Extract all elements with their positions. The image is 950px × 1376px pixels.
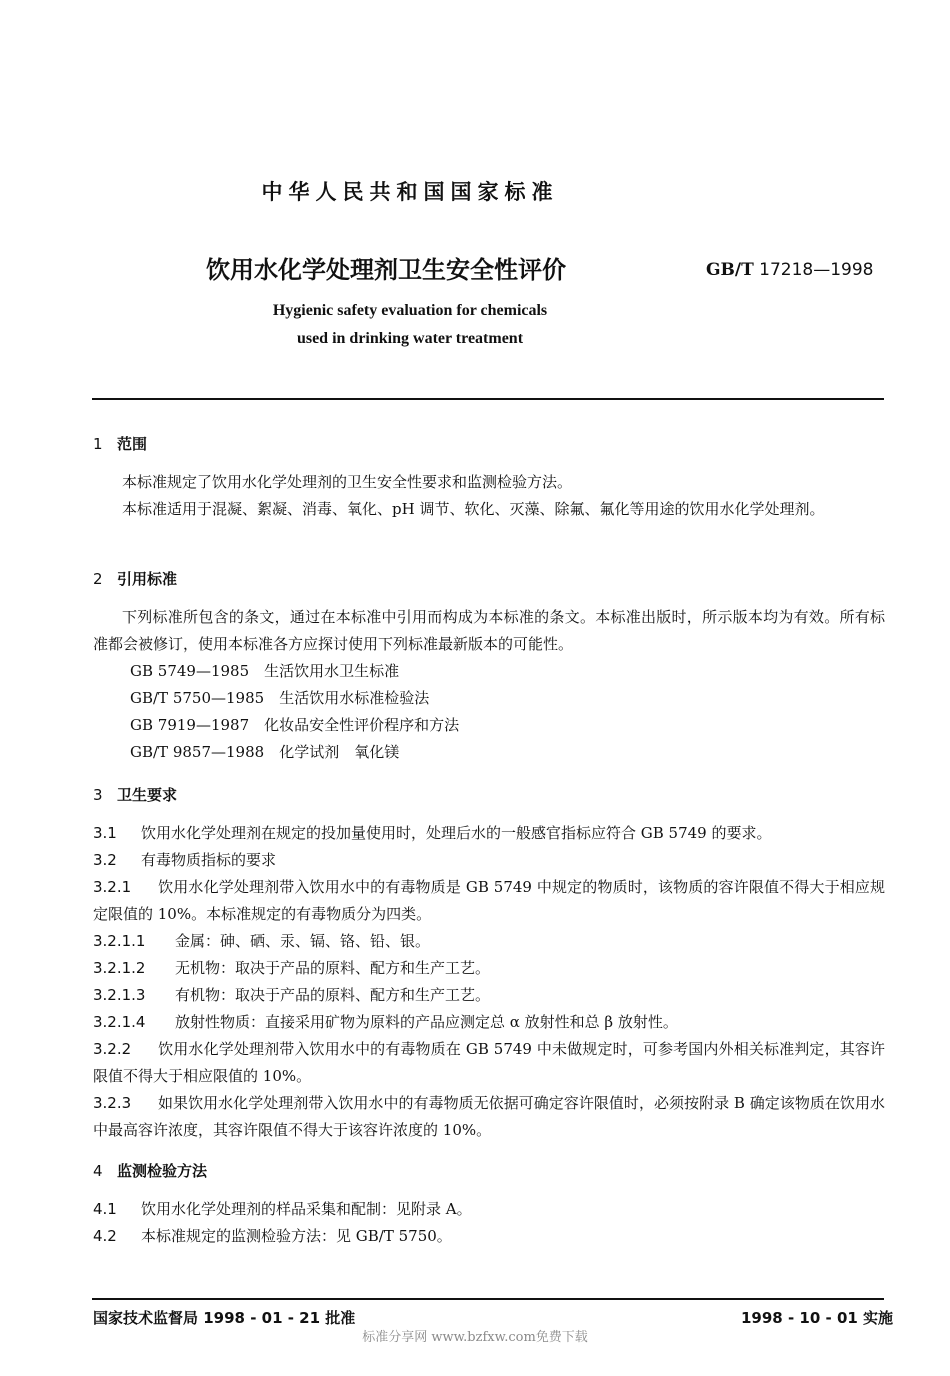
clause-text: 有机物：取决于产品的原料、配方和生产工艺。 bbox=[175, 986, 491, 1004]
reference-code: GB/T 9857—1988 bbox=[130, 743, 265, 761]
watermark: 标准分享网 www.bzfxw.com免费下载 bbox=[362, 1330, 588, 1345]
clause-number: 3.2.1.3 bbox=[93, 986, 146, 1004]
clause-3-2-2 bbox=[93, 1036, 885, 1090]
reference-code: GB 7919—1987 bbox=[130, 716, 250, 734]
clause-text: 如果饮用水化学处理剂带入饮用水中的有毒物质无依据可确定容许限值时，必须按附录 B 确定该物质在饮用水中最高容许浓度，其容许限值不得大于该容许浓度的 10%。 bbox=[93, 1094, 885, 1139]
section-title: 范围 bbox=[117, 435, 148, 453]
clause-3-2-1-3 bbox=[93, 982, 490, 1009]
section-number: 4 bbox=[93, 1162, 103, 1180]
english-title-line2: used in drinking water treatment bbox=[296, 330, 524, 347]
clause-number: 3.2.1.2 bbox=[93, 959, 146, 977]
clause-3-2-1-1 bbox=[93, 928, 430, 955]
clause-number: 3.2.2 bbox=[93, 1040, 132, 1058]
reference-item bbox=[130, 658, 399, 685]
clause-number: 3.2.1 bbox=[93, 878, 132, 896]
section-2-paragraph-1: 下列标准所包含的条文，通过在本标准中引用而构成为本标准的条文。本标准出版时，所示版本均为有效。所有标准都会被修订，使用本标准各方应探讨使用下列标准最新版本的可能性。 bbox=[93, 608, 885, 653]
section-title: 引用标准 bbox=[117, 570, 178, 588]
national-standard-heading: 中华人民共和国国家标准 bbox=[261, 180, 559, 204]
clause-text: 饮用水化学处理剂的样品采集和配制：见附录 A。 bbox=[141, 1200, 472, 1218]
clause-number: 3.2.1.4 bbox=[93, 1013, 146, 1031]
clause-text: 饮用水化学处理剂带入饮用水中的有毒物质是 GB 5749 中规定的物质时，该物质的容许限值不得大于相应规定限值的 10%。本标准规定的有毒物质分为四类。 bbox=[93, 878, 885, 923]
footer-divider bbox=[92, 1298, 884, 1300]
standard-code-prefix: GB/T bbox=[706, 260, 754, 280]
approval-line: 国家技术监督局 1998 - 01 - 21 批准 bbox=[93, 1309, 356, 1327]
clause-number: 4.2 bbox=[93, 1227, 117, 1245]
section-1-heading bbox=[93, 433, 147, 454]
clause-4-1 bbox=[93, 1196, 472, 1223]
clause-number: 3.2 bbox=[93, 851, 117, 869]
clause-text: 金属：砷、硒、汞、镉、铬、铅、银。 bbox=[175, 932, 431, 950]
section-number: 1 bbox=[93, 435, 103, 453]
section-number: 2 bbox=[93, 570, 103, 588]
clause-3-2-1-4 bbox=[93, 1009, 678, 1036]
reference-code: GB/T 5750—1985 bbox=[130, 689, 265, 707]
clause-3-2-1 bbox=[93, 874, 885, 928]
section-2-heading bbox=[93, 568, 177, 589]
section-3-heading bbox=[93, 784, 177, 805]
clause-number: 3.2.1.1 bbox=[93, 932, 146, 950]
clause-number: 3.2.3 bbox=[93, 1094, 132, 1112]
header-divider bbox=[92, 398, 884, 400]
clause-text: 有毒物质指标的要求 bbox=[141, 851, 277, 869]
reference-item bbox=[130, 712, 459, 739]
clause-3-2-1-2 bbox=[93, 955, 490, 982]
section-4-heading bbox=[93, 1160, 207, 1181]
document-title: 饮用水化学处理剂卫生安全性评价 bbox=[206, 256, 566, 284]
clause-3-1 bbox=[93, 820, 772, 847]
section-title: 监测检验方法 bbox=[117, 1162, 208, 1180]
standard-code-number: 17218—1998 bbox=[759, 260, 874, 280]
standard-code bbox=[706, 260, 874, 280]
section-title: 卫生要求 bbox=[117, 786, 178, 804]
clause-3-2-3 bbox=[93, 1090, 885, 1144]
clause-text: 本标准规定的监测检验方法：见 GB/T 5750。 bbox=[141, 1227, 452, 1245]
section-number: 3 bbox=[93, 786, 103, 804]
reference-name: 生活饮用水卫生标准 bbox=[264, 662, 400, 680]
reference-code: GB 5749—1985 bbox=[130, 662, 250, 680]
english-title-line1: Hygienic safety evaluation for chemicals bbox=[272, 302, 548, 319]
clause-text: 饮用水化学处理剂带入饮用水中的有毒物质在 GB 5749 中未做规定时，可参考国内外相关标准判定，其容许限值不得大于相应限值的 10%。 bbox=[93, 1040, 885, 1085]
section-1-paragraph-2: 本标准适用于混凝、絮凝、消毒、氧化、pH 调节、软化、灭藻、除氟、氟化等用途的饮用水化学处理剂。 bbox=[122, 500, 825, 518]
clause-text: 无机物：取决于产品的原料、配方和生产工艺。 bbox=[175, 959, 491, 977]
clause-3-2 bbox=[93, 847, 276, 874]
clause-4-2 bbox=[93, 1223, 452, 1250]
reference-name: 生活饮用水标准检验法 bbox=[279, 689, 430, 707]
clause-number: 3.1 bbox=[93, 824, 117, 842]
implementation-date: 1998 - 10 - 01 实施 bbox=[741, 1309, 894, 1327]
reference-item bbox=[130, 739, 399, 766]
reference-item bbox=[130, 685, 429, 712]
section-1-paragraph-1: 本标准规定了饮用水化学处理剂的卫生安全性要求和监测检验方法。 bbox=[122, 473, 573, 491]
clause-number: 4.1 bbox=[93, 1200, 117, 1218]
clause-text: 放射性物质：直接采用矿物为原料的产品应测定总 α 放射性和总 β 放射性。 bbox=[175, 1013, 678, 1031]
clause-text: 饮用水化学处理剂在规定的投加量使用时，处理后水的一般感官指标应符合 GB 5749 的要求。 bbox=[141, 824, 772, 842]
reference-name: 化学试剂 氧化镁 bbox=[279, 743, 400, 761]
reference-name: 化妆品安全性评价程序和方法 bbox=[264, 716, 460, 734]
